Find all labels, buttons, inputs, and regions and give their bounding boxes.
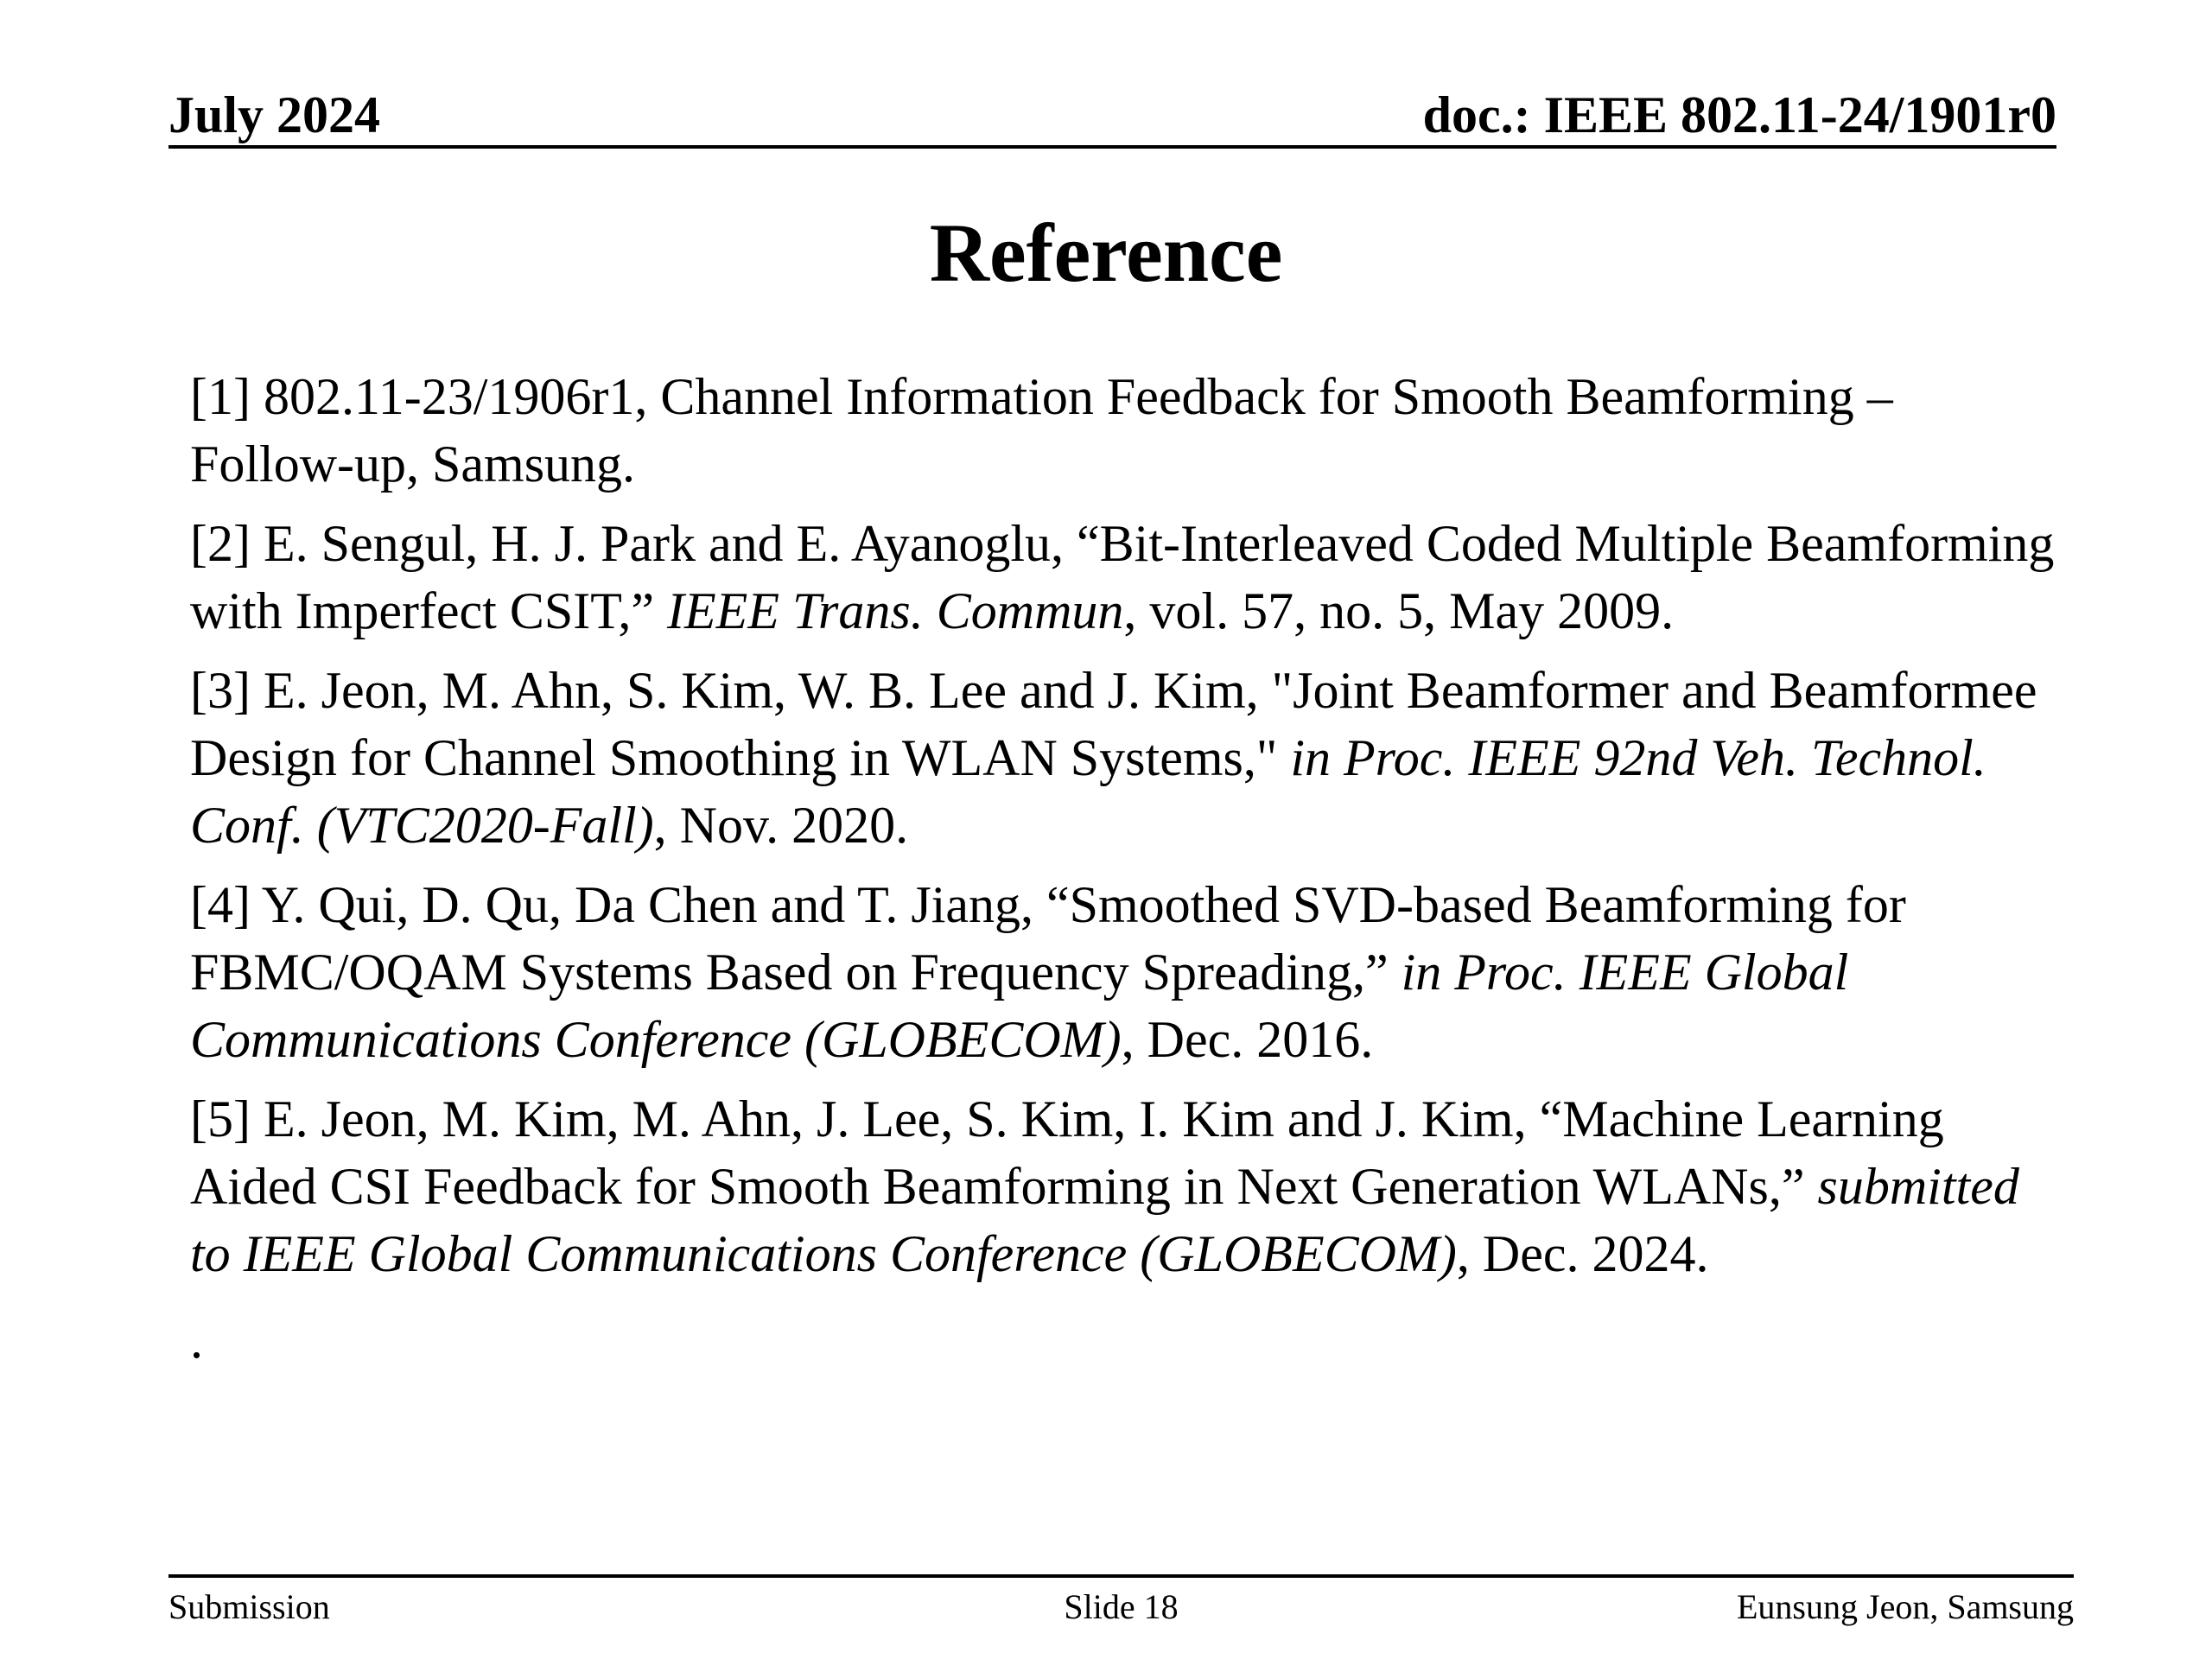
reference-venue: in Proc. IEEE Global Communications Conference (GLOBECOM) bbox=[190, 944, 1849, 1068]
reference-text: [5] E. Jeon, M. Kim, M. Ahn, J. Lee, S. Kim, I. Kim and J. Kim, “Machine Learning Aided CSI Feedback for Smooth Beamforming in Next Generation WLANs,” bbox=[190, 1090, 1944, 1215]
reference-text: [2] E. Sengul, H. J. Park and E. Ayanoglu, “Bit-Interleaved Coded Multiple Beamforming with Imperfect CSIT,” bbox=[190, 515, 2055, 639]
reference-item-4 bbox=[190, 871, 2056, 1073]
reference-text: [4] Y. Qui, D. Qu, Da Chen and T. Jiang, “Smoothed SVD-based Beamforming for FBMC/OQAM Systems Based on Frequency Spreading,” bbox=[190, 876, 1906, 1001]
reference-item-5 bbox=[190, 1085, 2056, 1287]
reference-list bbox=[190, 363, 2056, 1374]
reference-details: , vol. 57, no. 5, May 2009. bbox=[1123, 582, 1675, 639]
reference-details: , Nov. 2020. bbox=[653, 797, 909, 854]
reference-venue: IEEE Trans. Commun bbox=[667, 582, 1124, 639]
reference-details: , Dec. 2016. bbox=[1121, 1011, 1374, 1068]
footer-submission: Submission bbox=[168, 1587, 330, 1626]
reference-details: , Dec. 2024. bbox=[1456, 1225, 1709, 1282]
footer-author: Eunsung Jeon, Samsung bbox=[1737, 1587, 2074, 1626]
reference-text: [3] E. Jeon, M. Ahn, S. Kim, W. B. Lee and J. Kim, "Joint Beamformer and Beamformee Design for Channel Smoothing in WLAN Systems," bbox=[190, 662, 2037, 786]
header-doc-id: doc.: IEEE 802.11-24/1901r0 bbox=[1422, 86, 2056, 143]
footer-slide-number: Slide 18 bbox=[1064, 1587, 1179, 1626]
slide-title: Reference bbox=[929, 207, 1283, 299]
reference-text: [1] 802.11-23/1906r1, Channel Information Feedback for Smooth Beamforming – Follow-up, Samsung. bbox=[190, 368, 1893, 493]
reference-venue: in Proc. IEEE 92nd Veh. Technol. Conf. (VTC2020-Fall) bbox=[190, 729, 1986, 854]
header-date: July 2024 bbox=[168, 86, 381, 143]
slide-header bbox=[168, 85, 2056, 149]
reference-item-1 bbox=[190, 363, 2056, 498]
reference-item-3 bbox=[190, 657, 2056, 859]
reference-venue: submitted to IEEE Global Communications Conference (GLOBECOM) bbox=[190, 1158, 2019, 1282]
trailing-mark: . bbox=[190, 1312, 203, 1369]
reference-item-2 bbox=[190, 510, 2056, 645]
slide-footer bbox=[168, 1574, 2074, 1630]
